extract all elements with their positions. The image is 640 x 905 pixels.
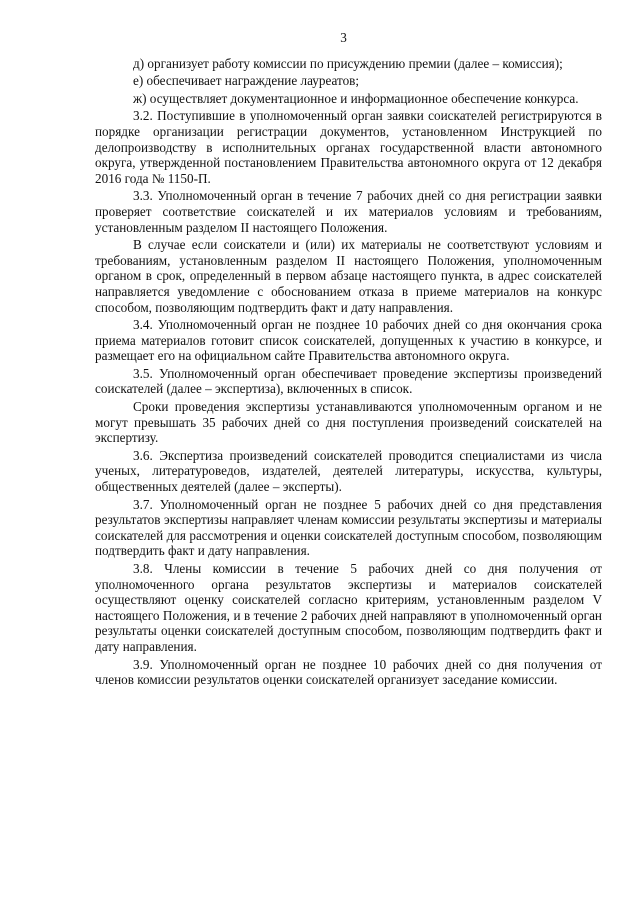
- paragraph: 3.6. Экспертиза произведений соискателей проводится специалистами из числа ученых, литературоведов, издателей, деятелей литературы, искусства, культуры, общественных деятелей (далее – эксперты).: [95, 447, 602, 495]
- paragraph: 3.4. Уполномоченный орган не позднее 10 рабочих дней со дня окончания срока приема материалов готовит список соискателей, допущенных к участию в конкурсе, и размещает его на официальном сайте Правительства автономного округа.: [95, 317, 602, 364]
- paragraph: ж) осуществляет документационное и информационное обеспечение конкурса.: [133, 90, 579, 106]
- paragraph: 3.9. Уполномоченный орган не позднее 10 рабочих дней со дня получения от членов комиссии результатов оценки соискателей организует заседание комиссии.: [95, 656, 602, 688]
- paragraph: Сроки проведения экспертизы устанавливаются уполномоченным органом и не могут превышать 35 рабочих дней со дня поступления произведений соискателей на экспертизу.: [95, 399, 602, 446]
- paragraph: е) обеспечивает награждение лауреатов;: [133, 73, 360, 89]
- paragraph: В случае если соискатели и (или) их материалы не соответствуют условиям и требованиям, установленным разделом II настоящего Положения, уполномоченным органом в срок, определенный в первом абзаце настоящего пункта, в адрес соискателей направляется уведомление с обоснованием отказа в приеме материалов на конкурс способом, позволяющим подтвердить факт и дату направления.: [95, 237, 602, 315]
- paragraph: 3.3. Уполномоченный орган в течение 7 рабочих дней со дня регистрации заявки проверяет соответствие соискателей и их материалов условиям и требованиям, установленным разделом II настоящего Положения.: [95, 188, 602, 235]
- document-body: [95, 56, 602, 688]
- paragraph: 3.7. Уполномоченный орган не позднее 5 рабочих дней со дня представления результатов экспертизы направляет членам комиссии результаты экспертизы и материалы соискателей для рассмотрения и оценки соискателей доступным способом, позволяющим подтвердить факт и дату направления.: [95, 496, 602, 559]
- paragraph: д) организует работу комиссии по присуждению премии (далее – комиссия);: [133, 55, 563, 71]
- paragraph: 3.2. Поступившие в уполномоченный орган заявки соискателей регистрируются в порядке организации регистрации документов, установленном Инструкцией по делопроизводству в исполнительных органах государственной власти автономного округа, утвержденной постановлением Правительства автономного округа от 12 декабря 2016 года № 1150-П.: [95, 108, 602, 186]
- paragraph: 3.5. Уполномоченный орган обеспечивает проведение экспертизы произведений соискателей (далее – экспертиза), включенных в список.: [95, 365, 602, 397]
- paragraph: 3.8. Члены комиссии в течение 5 рабочих дней со дня получения от уполномоченного органа результатов экспертизы и материалов соискателей осуществляют оценку соискателей согласно критериям, установленным разделом V настоящего Положения, и в течение 2 рабочих дней направляют в уполномоченный орган результаты оценки соискателей доступным способом, позволяющим подтвердить факт и дату направления.: [95, 561, 602, 654]
- page-number: 3: [340, 30, 347, 45]
